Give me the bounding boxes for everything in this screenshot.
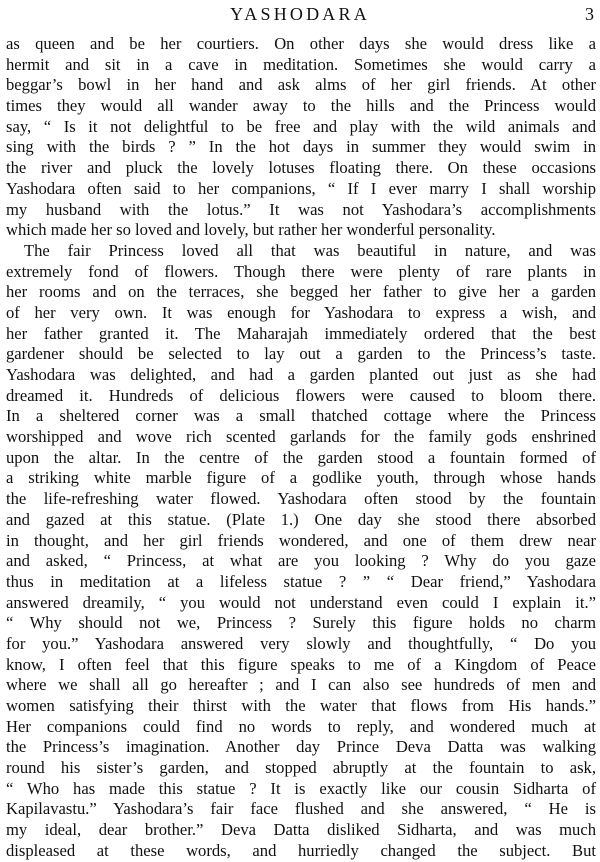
text-line: sing with the birds ? ” In the hot days in summer they would swim in [6, 137, 596, 157]
running-title: YASHODARA [230, 4, 370, 24]
text-line: say, “ Is it not delightful to be free and play with the wild animals and [6, 116, 596, 136]
text-line: which made her so loved and lovely, but rather her wonderful personality. [6, 220, 496, 240]
running-head [0, 2, 600, 28]
text-line: and asked, “ Princess, at what are you looking ? Why do you gaze [6, 551, 596, 571]
text-line: extremely fond of flowers. Though there were plenty of rare plants in [6, 261, 596, 281]
text-line: her rooms and on the terraces, she begged her father to give her a garden [6, 282, 596, 302]
text-line: answered dreamily, “ you would not understand even could I explain it.” [6, 592, 596, 612]
text-line: “ Why should not we, Princess ? Surely this figure holds no charm [6, 613, 596, 633]
text-line: my husband with the lotus.” It was not Yashodara’s accomplishments [6, 199, 596, 219]
text-line: dreamed it. Hundreds of delicious flowers were caused to bloom there. [6, 385, 596, 405]
text-line: the Princess’s imagination. Another day Prince Deva Datta was walking [6, 737, 596, 757]
text-line: Her companions could find no words to reply, and wondered much at [6, 716, 596, 736]
text-line: Yashodara often said to her companions, “ If I ever marry I shall worship [6, 178, 596, 198]
text-line: beggar’s bowl in her hand and ask alms of her girl friends. At other [6, 75, 596, 95]
text-line: hermit and sit in a cave in meditation. Sometimes she would carry a [6, 54, 596, 74]
text-line: her father granted it. The Maharajah immediately ordered that the best [6, 323, 596, 343]
text-line: round his sister’s garden, and stopped abruptly at the fountain to ask, [6, 758, 596, 778]
text-line: where we shall all go hereafter ; and I can also see hundreds of men and [6, 675, 596, 695]
text-line: displeased at these words, and hurriedly changed the subject. But [6, 840, 596, 860]
paragraph [6, 241, 596, 862]
text-line: The fair Princess loved all that was beautiful in nature, and was [24, 240, 596, 260]
paragraph [6, 34, 596, 241]
text-line: “ Who has made this statue ? It is exactly like our cousin Sidharta of [6, 778, 596, 798]
text-line: my ideal, dear brother.” Deva Datta disliked Sidharta, and was much [6, 820, 596, 840]
text-line: the river and pluck the lovely lotuses floating there. On these occasions [6, 158, 596, 178]
text-line: the life-refreshing water flowed. Yashodara often stood by the fountain [6, 489, 596, 509]
text-line: a striking white marble figure of a godlike youth, through whose hands [6, 468, 596, 488]
body-text [6, 34, 596, 862]
text-line: thus in meditation at a lifeless statue ? ” “ Dear friend,” Yashodara [6, 571, 596, 591]
text-line: know, I often feel that this figure speaks to me of a Kingdom of Peace [6, 654, 596, 674]
text-line: times they would all wander away to the hills and the Princess would [6, 96, 596, 116]
text-line: gardener should be selected to lay out a garden to the Princess’s taste. [6, 344, 596, 364]
text-line: worshipped and wove rich scented garlands for the family gods enshrined [6, 427, 596, 447]
text-line: women satisfying their thirst with the water that flows from His hands.” [6, 696, 596, 715]
text-line: In a sheltered corner was a small thatched cottage where the Princess [6, 406, 596, 426]
text-line: of her very own. It was enough for Yashodara to express a wish, and [6, 302, 596, 322]
text-line: Kapilavastu.” Yashodara’s fair face flushed and she answered, “ He is [6, 799, 596, 819]
text-line: in thought, and her girl friends wondered, and one of them drew near [6, 530, 596, 550]
text-line: Yashodara was delighted, and had a garden planted out just as she had [6, 365, 596, 384]
page-number: 3 [585, 4, 594, 24]
text-line: as queen and be her courtiers. On other days she would dress like a [6, 34, 596, 53]
text-line: and gazed at this statue. (Plate 1.) One day she stood there absorbed [6, 509, 596, 529]
text-line: for you.” Yashodara answered very slowly and thoughtfully, “ Do you [6, 633, 596, 653]
text-line: upon the altar. In the centre of the garden stood a fountain formed of [6, 447, 596, 467]
